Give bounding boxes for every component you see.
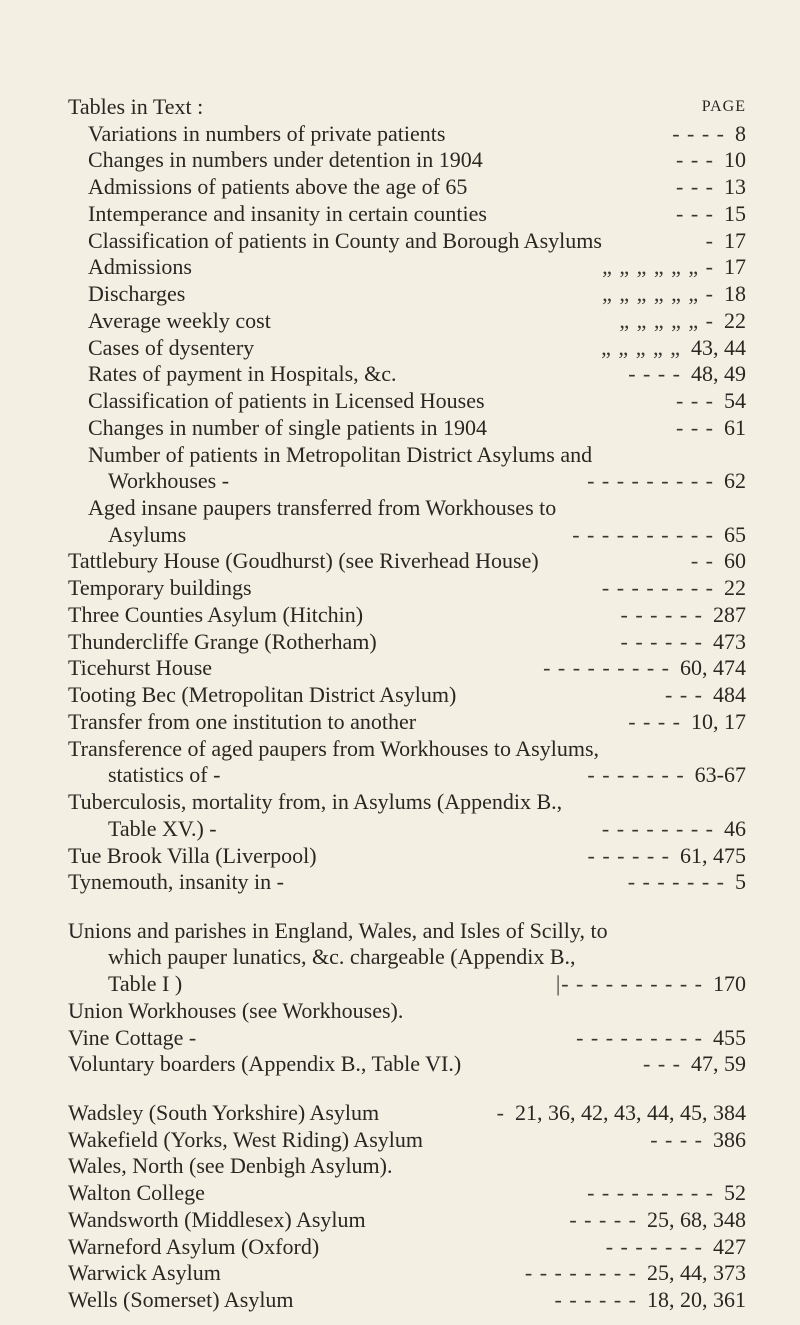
index-entry [0,440,800,470]
page-reference: 25, 68, 348 [647,1206,746,1232]
index-entry [0,359,800,389]
page-reference: 473 [713,628,746,654]
leader-dashes: - - - - [628,361,681,387]
entry-text: Voluntary boarders (Appendix B., Table VI.) [68,1051,462,1077]
entry-text: Admissions of patients above the age of 65 [88,174,468,200]
page-reference: 47, 59 [691,1051,746,1077]
index-entry [0,279,800,309]
index-entry [0,573,800,603]
leader-dashes: - - - - [628,708,681,734]
entry-text: Tuberculosis, mortality from, in Asylums (Appendix B., [68,789,563,815]
entry-text: Wells (Somerset) Asylum [68,1287,294,1312]
entry-text: Wandsworth (Middlesex) Asylum [68,1206,366,1232]
entry-text: Thundercliffe Grange (Rotherham) [68,628,377,654]
index-entry [0,969,800,999]
leader-dashes: „ „ „ „ „ „ - [602,254,714,280]
leader-dashes: - - - - - - - - [524,1260,637,1286]
leader-dashes: „ „ „ „ „ [601,334,681,360]
index-entry [0,707,800,737]
leader-dashes: - - [690,548,714,574]
entry-text: Ticehurst House [68,655,213,681]
index-entry [0,493,800,523]
page-reference: 17 [724,227,746,253]
page-reference: 60 [724,548,746,574]
index-entry [0,145,800,175]
entry-text: Classification of patients in County and Borough Asylums [88,227,602,253]
entry-text: Warwick Asylum [68,1260,221,1286]
page-reference: 18, 20, 361 [647,1287,746,1312]
index-entry [0,1023,800,1053]
page-reference: 54 [724,388,746,414]
leader-dashes: - - - [676,200,714,226]
index-entry [0,1205,800,1235]
page-reference: 170 [713,971,746,997]
leader-dashes: „ „ „ „ „ „ - [602,281,714,307]
index-entry [0,680,800,710]
entry-text: Walton College [68,1180,205,1206]
index-entry [0,942,800,972]
entry-text: Warneford Asylum (Oxford) [68,1233,320,1259]
index-entry [0,1232,800,1262]
page-reference: 18 [724,281,746,307]
entry-text: Changes in numbers under detention in 1904 [88,147,483,173]
entry-text: Rates of payment in Hospitals, &c. [88,361,397,387]
entry-text: Unions and parishes in England, Wales, and Isles of Scilly, to [68,917,608,943]
entry-text: which pauper lunatics, &c. chargeable (Appendix B., [108,944,576,970]
entry-text: Tynemouth, insanity in - [68,869,284,895]
page-reference: 17 [724,254,746,280]
entry-text: Workhouses - [108,468,230,494]
entry-text: Vine Cottage - [68,1024,197,1050]
page-reference: 25, 44, 373 [647,1260,746,1286]
page-reference: 5 [735,869,746,895]
page-reference: 43, 44 [691,334,746,360]
page-reference: 386 [713,1126,746,1152]
index-entry [0,1178,800,1208]
leader-dashes: - - - - - - - [605,1233,703,1259]
entry-text: Tables in Text : [68,94,204,119]
page-reference: 52 [724,1180,746,1206]
leader-dashes: - - - [676,174,714,200]
entry-text: Discharges [88,281,186,307]
leader-dashes: - - - - - - - - [601,815,714,841]
page-reference: 10 [724,147,746,173]
leader-dashes: - - - [643,1051,681,1077]
leader-dashes: - - - - - - - - - - [572,521,714,547]
index-entry [0,226,800,256]
index-entry [0,1285,800,1315]
index-entry [0,760,800,790]
index-entry [0,199,800,229]
leader-dashes: - - - [676,388,714,414]
entry-text: Wakefield (Yorks, West Riding) Asylum [68,1126,423,1152]
page-reference: 65 [724,521,746,547]
index-entry [0,520,800,550]
page-reference: 427 [713,1233,746,1259]
index-entry [0,466,800,496]
entry-text: Table XV.) - [108,815,217,841]
index-entry [0,333,800,363]
index-entry [0,386,800,416]
entry-text: Number of patients in Metropolitan District Asylums and [88,441,593,467]
page-reference: 10, 17 [691,708,746,734]
leader-dashes: |- - - - - - - - - - [555,971,703,997]
entry-text: Three Counties Asylum (Hitchin) [68,601,364,627]
index-entry [0,119,800,149]
entry-text: statistics of - [108,762,221,788]
index-entry [0,734,800,764]
entry-text: Wadsley (South Yorkshire) Asylum [68,1099,380,1125]
page-reference: 61, 475 [680,842,746,868]
entry-text: Intemperance and insanity in certain counties [88,200,487,226]
entry-text: Variations in numbers of private patients [88,120,446,146]
page-reference: 61 [724,414,746,440]
leader-dashes: - - - [676,147,714,173]
leader-dashes: - - - - - - - - [601,575,714,601]
index-entry [0,413,800,443]
index-entry [0,1098,800,1128]
page-reference: 8 [735,120,746,146]
entry-text: Tooting Bec (Metropolitan District Asylum) [68,682,457,708]
entry-text: Tattlebury House (Goudhurst) (see Riverhead House) [68,548,539,574]
leader-dashes: - - - - - - - - - [576,1024,703,1050]
page-reference: 484 [713,682,746,708]
page-reference: 455 [713,1024,746,1050]
page-reference: 46 [724,815,746,841]
leader-dashes: - - - - - - [587,842,670,868]
index-entry [0,306,800,336]
page-column-heading: PAGE [701,98,746,115]
page-reference: 22 [724,575,746,601]
index-entry [0,1049,800,1079]
entry-text: Wales, North (see Denbigh Asylum). [68,1153,393,1179]
page-reference: 13 [724,174,746,200]
entry-text: Cases of dysentery [88,334,255,360]
index-entry [0,627,800,657]
entry-text: Classification of patients in Licensed Houses [88,388,485,414]
page-reference: 15 [724,200,746,226]
index-entry [0,653,800,683]
entry-text: Changes in number of single patients in 1904 [88,414,487,440]
page-reference: 63-67 [694,762,746,788]
entry-text: Asylums [108,521,187,547]
index-entry [0,546,800,576]
index-entry [0,600,800,630]
leader-dashes: - [496,1099,505,1125]
entry-text: Admissions [88,254,192,280]
leader-dashes: „ „ „ „ „ - [619,307,714,333]
leader-dashes: - - - [676,414,714,440]
leader-dashes: - - - - - - - - - [543,655,670,681]
index-entry [0,841,800,871]
entry-text: Tue Brook Villa (Liverpool) [68,842,317,868]
page-reference: 60, 474 [680,655,746,681]
leader-dashes: - - - - - - [554,1287,637,1312]
page-reference: 22 [724,307,746,333]
entry-text: Temporary buildings [68,575,252,601]
index-entry [0,1151,800,1181]
leader-dashes: - - - [665,682,703,708]
index-entry [0,867,800,897]
leader-dashes: - - - - [672,120,725,146]
entry-text: Aged insane paupers transferred from Workhouses to [88,494,557,520]
index-entry [0,787,800,817]
index-entry [0,172,800,202]
leader-dashes: - - - - - - - [627,869,725,895]
index-entry [0,1125,800,1155]
leader-dashes: - - - - - - - [587,762,685,788]
index-entry [0,92,800,122]
index-entry [0,252,800,282]
index-entry [0,996,800,1026]
entry-text: Union Workhouses (see Workhouses). [68,997,404,1023]
page-reference: 287 [713,601,746,627]
index-entry [0,814,800,844]
leader-dashes: - - - - - - - - - [587,1180,714,1206]
index-entry [0,1258,800,1288]
page-reference: 48, 49 [691,361,746,387]
entry-text: Average weekly cost [88,307,271,333]
leader-dashes: - - - - - - - - - [587,468,714,494]
page-reference: 62 [724,468,746,494]
page-header [0,46,800,86]
entry-text: Table I ) [108,971,183,997]
leader-dashes: - [705,227,714,253]
page-reference: 21, 36, 42, 43, 44, 45, 384 [515,1099,746,1125]
leader-dashes: - - - - [650,1126,703,1152]
index-entry [0,916,800,946]
leader-dashes: - - - - - - [620,628,703,654]
leader-dashes: - - - - - [569,1206,637,1232]
leader-dashes: - - - - - - [620,601,703,627]
entry-text: Transference of aged paupers from Workhouses to Asylums, [68,735,600,761]
entry-text: Transfer from one institution to another [68,708,417,734]
